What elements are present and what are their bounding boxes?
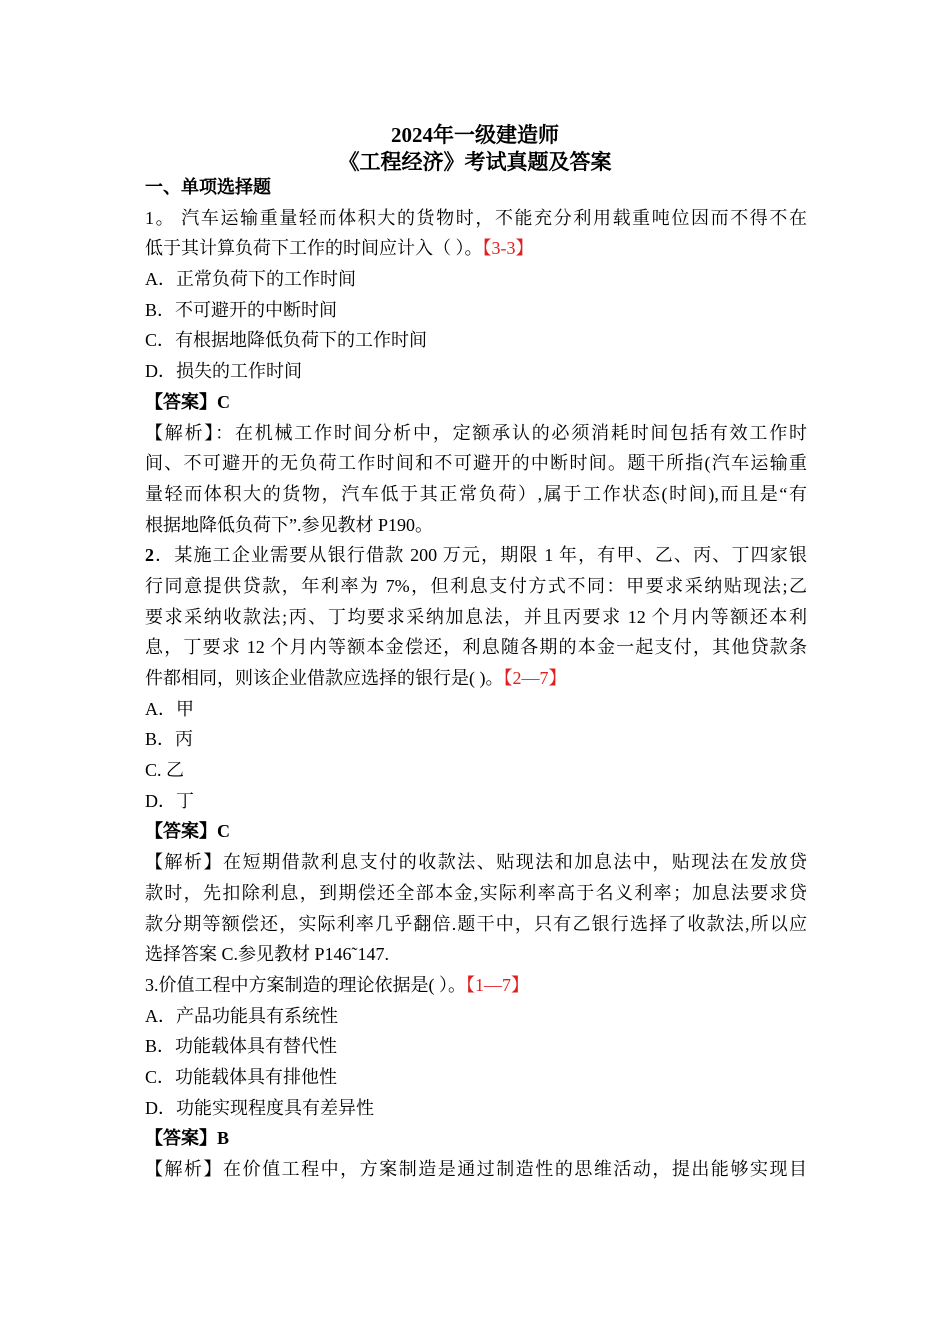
document-title: 2024年一级建造师 (391, 123, 559, 147)
analysis-line: 间、不可避开的无负荷工作时间和不可避开的中断时间。题干所指(汽车运输重 (145, 453, 807, 474)
question-stem-line: 1。 汽车运输重量轻而体积大的货物时，不能充分利用载重吨位因而不得不在 (145, 207, 807, 228)
question-stem-line (145, 540, 807, 571)
option-d: D．丁 (145, 790, 194, 811)
analysis-line: 【解析】在价值工程中，方案制造是通过制造性的思维活动，提出能够实现目 (145, 1159, 807, 1179)
question-stem-line (145, 233, 807, 264)
answer: 【答案】B (145, 1128, 230, 1149)
analysis-line: 款时，先扣除利息，到期偿还全部本金,实际利率高于名义利率；加息法要求贷 (145, 882, 807, 903)
analysis-line: 【解析】：在机械工作时间分析中，定额承认的必须消耗时间包括有效工作时 (145, 422, 807, 443)
option-b: B．功能载体具有替代性 (145, 1036, 338, 1057)
option-a: A．正常负荷下的工作时间 (145, 269, 356, 290)
question-stem-text: ．某施工企业需要从银行借款 200 万元，期限 1 年，有甲、乙、丙、丁四家银 (154, 545, 807, 566)
chapter-tag: 【3-3】 (482, 238, 534, 259)
question-1 (145, 203, 807, 541)
analysis-line: 款分期等额偿还，实际利率几乎翻倍.题干中，只有乙银行选择了收款法,所以应 (145, 913, 807, 934)
question-number: 2 (145, 545, 154, 566)
analysis-line: 量轻而体积大的货物，汽车低于其正常负荷）,属于工作状态(时间),而且是“有 (145, 483, 807, 504)
option-c: C．功能载体具有排他性 (145, 1066, 338, 1087)
option-a: A．甲 (145, 698, 194, 719)
analysis-line: 根据地降低负荷下”.参见教材 P190。 (145, 514, 433, 535)
chapter-tag: 【1—7】 (466, 974, 529, 995)
option-b: B．丙 (145, 729, 194, 750)
document-subtitle: 《工程经济》考试真题及答案 (338, 150, 612, 174)
question-stem-text: 低于其计算负荷下工作的时间应计入（ ）。 (145, 238, 483, 259)
section-heading: 一、单项选择题 (145, 177, 271, 197)
analysis-line: 【解析】在短期借款利息支付的收款法、贴现法和加息法中，贴现法在发放贷 (145, 852, 807, 873)
question-3 (145, 970, 807, 1185)
option-b: B．不可避开的中断时间 (145, 299, 338, 320)
analysis-line: 选择答案 C.参见教材 P146˜147. (145, 944, 390, 965)
question-stem-line: 行同意提供贷款，年利率为 7%，但利息支付方式不同：甲要求采纳贴现法;乙 (145, 575, 807, 596)
option-c: C．有根据地降低负荷下的工作时间 (145, 330, 428, 351)
option-d: D．损失的工作时间 (145, 361, 302, 382)
question-stem-text: 3.价值工程中方案制造的理论依据是( ）。 (145, 974, 466, 995)
question-2 (145, 540, 807, 970)
question-stem-line (145, 663, 807, 694)
question-stem-line: 要求采纳收款法;丙、丁均要求采纳加息法，并且丙要求 12 个月内等额还本利 (145, 606, 807, 627)
option-a: A．产品功能具有系统性 (145, 1005, 338, 1026)
question-stem-line: 息，丁要求 12 个月内等额本金偿还，利息随各期的本金一起支付，其他贷款条 (145, 637, 807, 658)
answer: 【答案】C (145, 391, 230, 412)
chapter-tag: 【2—7】 (503, 668, 567, 688)
question-stem-text: 件都相同，则该企业借款应选择的银行是( )。 (145, 668, 504, 688)
question-stem-line (145, 970, 807, 1001)
option-c: C. 乙 (145, 760, 185, 781)
answer: 【答案】C (145, 821, 230, 842)
document-body (145, 172, 807, 1185)
option-d: D．功能实现程度具有差异性 (145, 1097, 374, 1118)
